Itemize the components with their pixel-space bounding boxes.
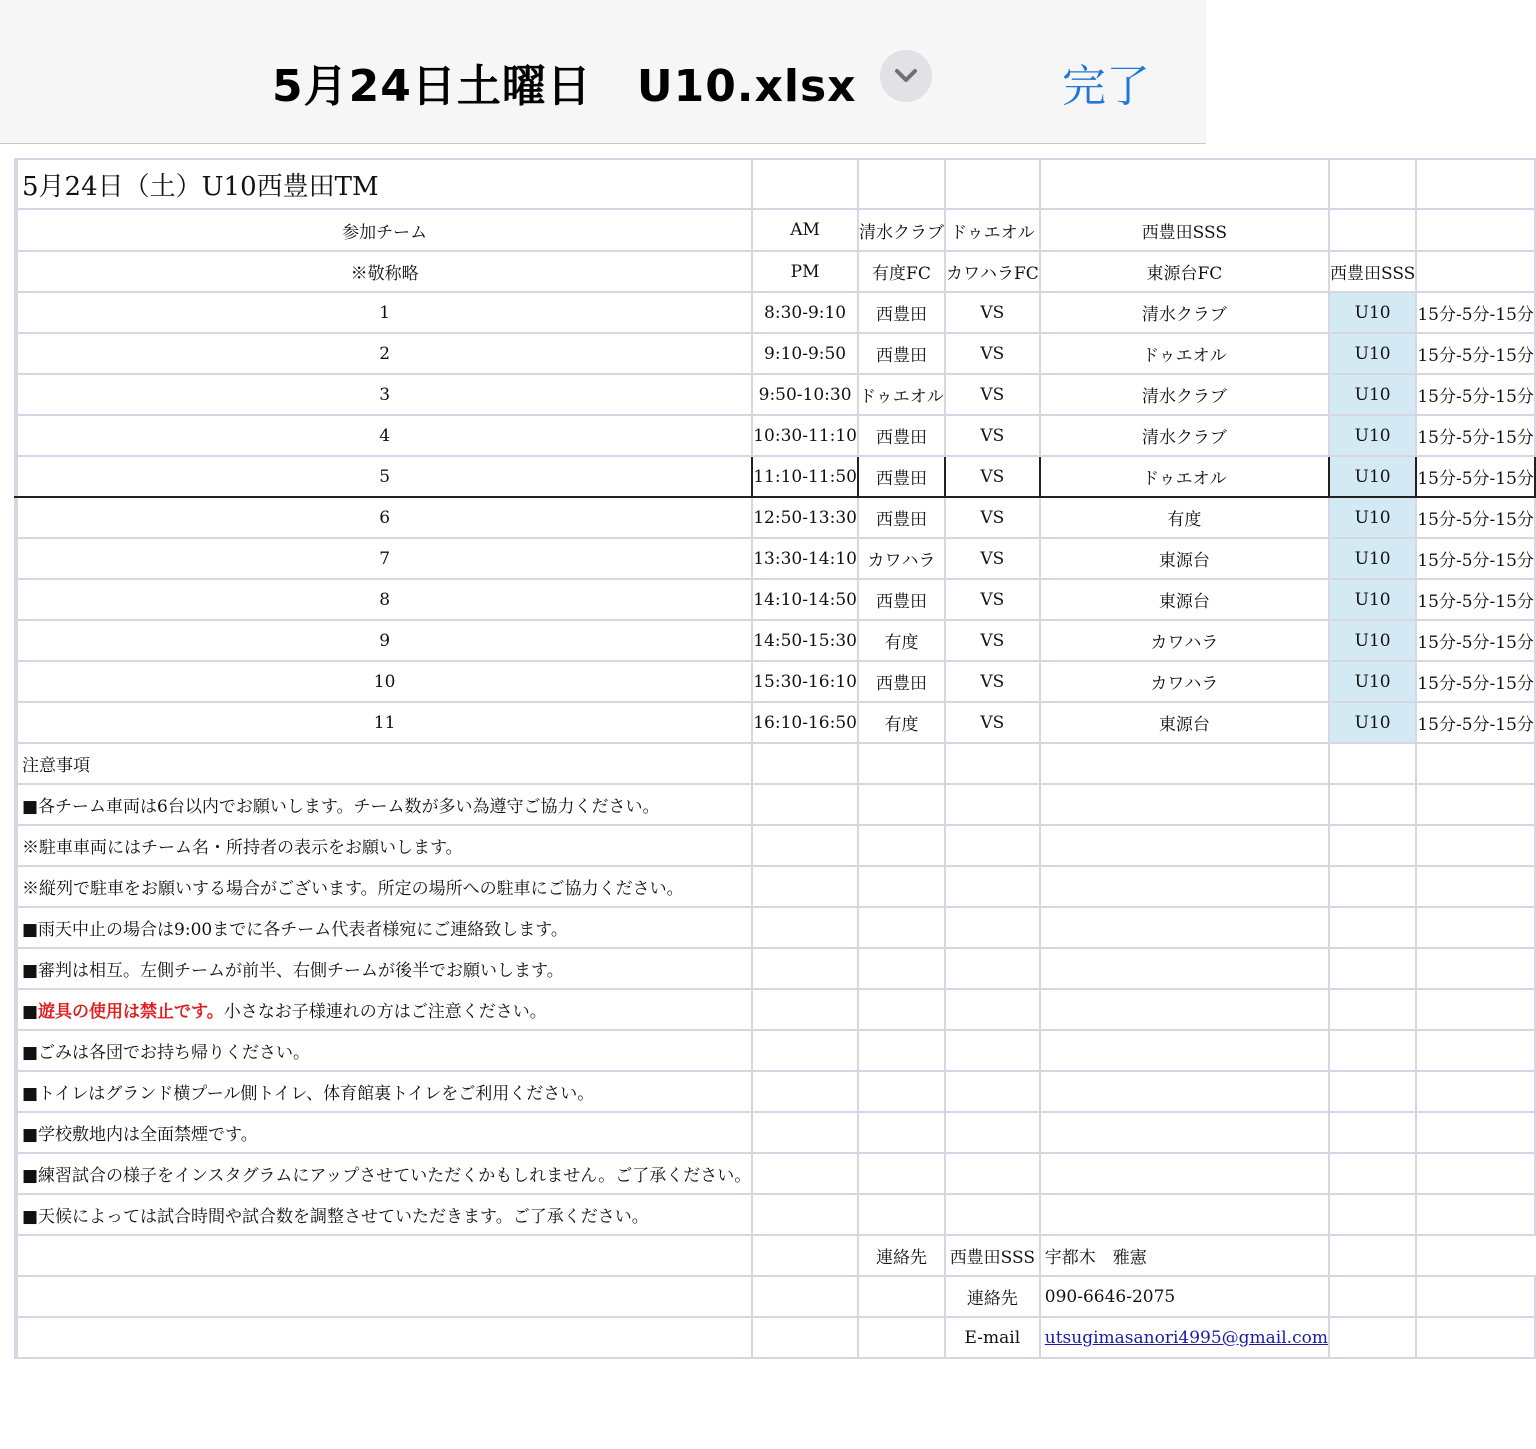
pm-team: 有度FC (858, 251, 945, 292)
cell (1329, 209, 1416, 251)
cell (1040, 159, 1329, 209)
match-time: 14:50-15:30 (752, 620, 858, 661)
cell (945, 1153, 1040, 1194)
cell (945, 948, 1040, 989)
cell (945, 989, 1040, 1030)
cell (1416, 743, 1535, 784)
cell (752, 866, 858, 907)
cell (1329, 1112, 1416, 1153)
cell (752, 825, 858, 866)
cell (858, 1071, 945, 1112)
am-team: 清水クラブ (858, 209, 945, 251)
cell (17, 1276, 752, 1317)
note-cell (17, 1153, 752, 1194)
cell (1329, 907, 1416, 948)
match-schedule (15, 292, 1535, 743)
match-time: 11:10-11:50 (752, 456, 858, 497)
note-cell (17, 1030, 752, 1071)
cell (1329, 1194, 1416, 1235)
cell (752, 1071, 858, 1112)
vs-label: VS (945, 333, 1040, 374)
category: U10 (1329, 374, 1416, 415)
note-row (15, 907, 1535, 948)
match-row (15, 374, 1535, 415)
match-time: 10:30-11:10 (752, 415, 858, 456)
vs-label: VS (945, 456, 1040, 497)
cell (752, 948, 858, 989)
match-time: 15:30-16:10 (752, 661, 858, 702)
match-format: 15分-5分-15分 (1416, 333, 1535, 374)
contact-section (15, 1235, 1535, 1358)
cell (1416, 1276, 1535, 1317)
away-team: ドゥエオル (1040, 456, 1329, 497)
category: U10 (1329, 292, 1416, 333)
home-team: カワハラ (858, 538, 945, 579)
vs-label: VS (945, 620, 1040, 661)
match-time: 16:10-16:50 (752, 702, 858, 743)
away-team: カワハラ (1040, 661, 1329, 702)
category: U10 (1329, 415, 1416, 456)
cell (858, 1194, 945, 1235)
cell (1040, 866, 1329, 907)
match-number: 1 (17, 292, 752, 333)
cell (752, 1112, 858, 1153)
note-row (15, 989, 1535, 1030)
note-text: 小さなお子様連れの方はご注意ください。 (223, 1002, 547, 1022)
teams-label: 参加チーム (17, 209, 752, 251)
category: U10 (1329, 333, 1416, 374)
cell (945, 159, 1040, 209)
cell (1416, 948, 1535, 989)
cell (858, 1030, 945, 1071)
note-text: ■ごみは各団でお持ち帰りください。 (22, 1043, 311, 1063)
cell (17, 1317, 752, 1358)
match-time: 12:50-13:30 (752, 497, 858, 538)
cell (858, 948, 945, 989)
match-number: 5 (17, 456, 752, 497)
cell (858, 1317, 945, 1358)
home-team: ドゥエオル (858, 374, 945, 415)
match-format: 15分-5分-15分 (1416, 456, 1535, 497)
note-cell (17, 907, 752, 948)
am-label: AM (752, 209, 858, 251)
match-row (15, 702, 1535, 743)
cell (1416, 159, 1535, 209)
note-bullet: ■ (22, 1002, 39, 1022)
away-team: 東源台 (1040, 579, 1329, 620)
cell (1040, 948, 1329, 989)
vs-label: VS (945, 661, 1040, 702)
cell (1040, 784, 1329, 825)
cell (1040, 1071, 1329, 1112)
cell (1329, 1317, 1416, 1358)
away-team: ドゥエオル (1040, 333, 1329, 374)
note-row (15, 784, 1535, 825)
cell (1416, 1194, 1535, 1235)
cell (945, 743, 1040, 784)
category: U10 (1329, 497, 1416, 538)
cell (858, 989, 945, 1030)
cell (1040, 1153, 1329, 1194)
cell (1416, 1071, 1535, 1112)
match-number: 3 (17, 374, 752, 415)
match-time: 8:30-9:10 (752, 292, 858, 333)
home-team: 西豊田 (858, 661, 945, 702)
note-text: ■雨天中止の場合は9:00までに各チーム代表者様宛にご連絡致します。 (22, 920, 568, 940)
cell (858, 784, 945, 825)
cell (752, 907, 858, 948)
cell (945, 1112, 1040, 1153)
home-team: 有度 (858, 620, 945, 661)
cell (1416, 1317, 1535, 1358)
note-row (15, 1153, 1535, 1194)
chevron-down-icon[interactable] (880, 50, 932, 102)
cell (1416, 866, 1535, 907)
match-row (15, 661, 1535, 702)
note-cell (17, 1112, 752, 1153)
category: U10 (1329, 661, 1416, 702)
cell (1329, 989, 1416, 1030)
cell (945, 825, 1040, 866)
match-row (15, 333, 1535, 374)
away-team: 清水クラブ (1040, 292, 1329, 333)
cell (752, 1317, 858, 1358)
category: U10 (1329, 538, 1416, 579)
category: U10 (1329, 456, 1416, 497)
cell (1329, 159, 1416, 209)
note-cell (17, 866, 752, 907)
cell (752, 743, 858, 784)
cell (945, 907, 1040, 948)
spreadsheet (14, 158, 1536, 1359)
cell (1416, 1112, 1535, 1153)
cell (1329, 866, 1416, 907)
note-cell (17, 784, 752, 825)
cell (1040, 1112, 1329, 1153)
vs-label: VS (945, 374, 1040, 415)
email-label: E-mail (945, 1317, 1040, 1358)
cell (1416, 784, 1535, 825)
sheet-title: 5月24日（土）U10西豊田TM (22, 171, 379, 202)
match-format: 15分-5分-15分 (1416, 497, 1535, 538)
vs-label: VS (945, 538, 1040, 579)
match-time: 14:10-14:50 (752, 579, 858, 620)
match-format: 15分-5分-15分 (1416, 579, 1535, 620)
note-cell (17, 1071, 752, 1112)
cell (1329, 1235, 1416, 1276)
cell (1040, 743, 1329, 784)
note-row (15, 866, 1535, 907)
cell (858, 866, 945, 907)
cell (752, 1030, 858, 1071)
match-row (15, 620, 1535, 661)
cell (1329, 825, 1416, 866)
away-team: 清水クラブ (1040, 415, 1329, 456)
cell (752, 1194, 858, 1235)
note-text: ※駐車車両にはチーム名・所持者の表示をお願いします。 (22, 838, 463, 858)
cell (17, 1235, 752, 1276)
cell (1329, 743, 1416, 784)
away-team: 有度 (1040, 497, 1329, 538)
notes-heading: 注意事項 (17, 743, 752, 784)
match-format: 15分-5分-15分 (1416, 374, 1535, 415)
note-text: ※縦列で駐車をお願いする場合がございます。所定の場所への駐車にご協力ください。 (22, 879, 684, 899)
note-row (15, 1071, 1535, 1112)
match-format: 15分-5分-15分 (1416, 661, 1535, 702)
home-team: 有度 (858, 702, 945, 743)
away-team: 東源台 (1040, 702, 1329, 743)
cell (752, 1153, 858, 1194)
note-text: ■各チーム車両は6台以内でお願いします。チーム数が多い為遵守ご協力ください。 (22, 797, 660, 817)
match-format: 15分-5分-15分 (1416, 292, 1535, 333)
home-team: 西豊田 (858, 579, 945, 620)
note-row (15, 825, 1535, 866)
cell (1329, 1030, 1416, 1071)
cell (1416, 825, 1535, 866)
match-format: 15分-5分-15分 (1416, 538, 1535, 579)
cell (752, 1235, 858, 1276)
home-team: 西豊田 (858, 456, 945, 497)
note-cell (17, 825, 752, 866)
cell (1416, 907, 1535, 948)
match-number: 9 (17, 620, 752, 661)
cell (1040, 907, 1329, 948)
cell (1329, 1071, 1416, 1112)
match-number: 11 (17, 702, 752, 743)
away-team: 清水クラブ (1040, 374, 1329, 415)
vs-label: VS (945, 702, 1040, 743)
cell (945, 1030, 1040, 1071)
match-row (15, 538, 1535, 579)
cell (1329, 948, 1416, 989)
cell (1416, 209, 1535, 251)
note-text: ■練習試合の様子をインスタグラムにアップさせていただくかもしれません。ご了承ください。 (22, 1166, 752, 1186)
note-warning: 遊具の使用は禁止です。 (38, 1002, 224, 1022)
cell (858, 825, 945, 866)
pm-team: カワハラFC (945, 251, 1040, 292)
phone-label: 連絡先 (945, 1276, 1040, 1317)
match-row (15, 292, 1535, 333)
cell (1416, 251, 1535, 292)
vs-label: VS (945, 292, 1040, 333)
vs-label: VS (945, 579, 1040, 620)
contact-name: 宇都木 雅憲 (1040, 1235, 1329, 1276)
home-team: 西豊田 (858, 292, 945, 333)
match-format: 15分-5分-15分 (1416, 415, 1535, 456)
home-team: 西豊田 (858, 415, 945, 456)
match-row (15, 456, 1535, 497)
category: U10 (1329, 702, 1416, 743)
home-team: 西豊田 (858, 333, 945, 374)
home-team: 西豊田 (858, 497, 945, 538)
contact-team: 西豊田SSS (945, 1235, 1040, 1276)
honorific-note: ※敬称略 (17, 251, 752, 292)
cell (1040, 1194, 1329, 1235)
cell (945, 1194, 1040, 1235)
category: U10 (1329, 579, 1416, 620)
cell (752, 159, 858, 209)
cell (858, 159, 945, 209)
match-number: 7 (17, 538, 752, 579)
match-number: 8 (17, 579, 752, 620)
match-row (15, 497, 1535, 538)
sheet-title-cell (17, 159, 752, 209)
cell (858, 1153, 945, 1194)
note-cell (17, 989, 752, 1030)
phone-number: 090-6646-2075 (1040, 1276, 1329, 1317)
note-text: ■審判は相互。左側チームが前半、右側チームが後半でお願いします。 (22, 961, 564, 981)
cell (1040, 1030, 1329, 1071)
vs-label: VS (945, 497, 1040, 538)
vs-label: VS (945, 415, 1040, 456)
away-team: 東源台 (1040, 538, 1329, 579)
am-team: ドゥエオル (945, 209, 1040, 251)
note-text: ■トイレはグランド横プール側トイレ、体育館裏トイレをご利用ください。 (22, 1084, 595, 1104)
contact-label: 連絡先 (858, 1235, 945, 1276)
cell (1329, 784, 1416, 825)
note-cell (17, 948, 752, 989)
note-row (15, 1194, 1535, 1235)
match-row (15, 579, 1535, 620)
note-text: ■学校敷地内は全面禁煙です。 (22, 1125, 258, 1145)
pm-label: PM (752, 251, 858, 292)
document-title: 5月24日土曜日 U10.xlsx (272, 61, 857, 112)
cell (858, 1112, 945, 1153)
note-cell (17, 1194, 752, 1235)
pm-team: 東源台FC (1040, 251, 1329, 292)
cell (752, 989, 858, 1030)
cell (1329, 1153, 1416, 1194)
cell (1329, 1276, 1416, 1317)
cell (858, 743, 945, 784)
match-time: 9:50-10:30 (752, 374, 858, 415)
note-text: ■天候によっては試合時間や試合数を調整させていただきます。ご了承ください。 (22, 1207, 649, 1227)
match-time: 13:30-14:10 (752, 538, 858, 579)
cell (1416, 1153, 1535, 1194)
cell (1416, 1030, 1535, 1071)
done-button[interactable]: 完了 (1062, 61, 1150, 112)
match-time: 9:10-9:50 (752, 333, 858, 374)
cell (945, 866, 1040, 907)
match-row (15, 415, 1535, 456)
note-row (15, 1030, 1535, 1071)
notes-section (15, 743, 1535, 1235)
cell (945, 1071, 1040, 1112)
cell (858, 1276, 945, 1317)
email-cell (1040, 1317, 1329, 1358)
am-team: 西豊田SSS (1040, 209, 1329, 251)
viewer-header (0, 0, 1206, 144)
category: U10 (1329, 620, 1416, 661)
match-number: 10 (17, 661, 752, 702)
match-format: 15分-5分-15分 (1416, 702, 1535, 743)
cell (1040, 825, 1329, 866)
cell (858, 907, 945, 948)
cell (752, 784, 858, 825)
cell (1040, 989, 1329, 1030)
cell (1416, 989, 1535, 1030)
match-number: 2 (17, 333, 752, 374)
cell (945, 784, 1040, 825)
note-row (15, 1112, 1535, 1153)
note-row (15, 948, 1535, 989)
away-team: カワハラ (1040, 620, 1329, 661)
email-link[interactable]: utsugimasanori4995@gmail.com (1044, 1327, 1328, 1348)
cell (752, 1276, 858, 1317)
match-number: 4 (17, 415, 752, 456)
pm-team: 西豊田SSS (1329, 251, 1416, 292)
match-format: 15分-5分-15分 (1416, 620, 1535, 661)
match-number: 6 (17, 497, 752, 538)
